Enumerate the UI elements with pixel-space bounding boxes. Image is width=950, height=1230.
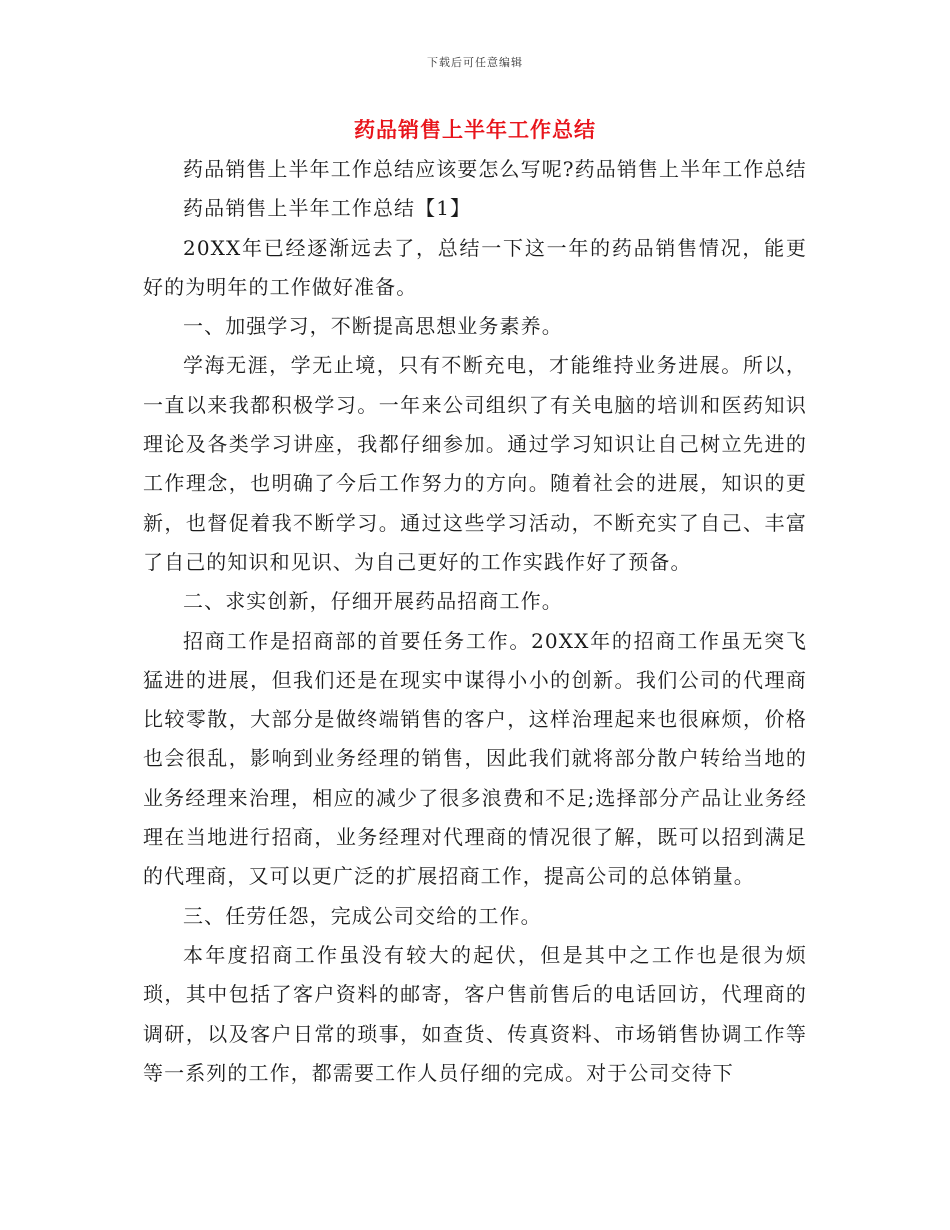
body-paragraph: 学海无涯，学无止境，只有不断充电，才能维持业务进展。所以，一直以来我都积极学习。一年来公司组织了有关电脑的培训和医药知识理论及各类学习讲座，我都仔细参加。通过学习知识让自己树立先进的工作理念，也明确了今后工作努力的方向。随着社会的进展，知识的更新，也督促着我不断学习。通过这些学习活动，不断充实了自己、丰富了自己的知识和见识、为自己更好的工作实践作好了预备。 bbox=[143, 353, 807, 574]
body-paragraph: 招商工作是招商部的首要任务工作。20XX年的招商工作虽无突飞猛进的进展，但我们还是在现实中谋得小小的创新。我们公司的代理商比较零散，大部分是做终端销售的客户，这样治理起来也很麻烦，价格也会很乱，影响到业务经理的销售，因此我们就将部分散户转给当地的业务经理来治理，相应的减少了很多浪费和不足;选择部分产品让业务经理在当地进行招商，业务经理对代理商的情况很了解，既可以招到满足的代理商，又可以更广泛的扩展招商工作，提高公司的总体销量。 bbox=[143, 628, 807, 889]
body-paragraph: 20XX年已经逐渐远去了，总结一下这一年的药品销售情况，能更好的为明年的工作做好准备。 bbox=[143, 235, 807, 299]
section-heading: 二、求实创新，仔细开展药品招商工作。 bbox=[183, 589, 563, 614]
header-note: 下载后可任意编辑 bbox=[427, 56, 523, 69]
document-title: 药品销售上半年工作总结 bbox=[354, 118, 596, 142]
intro-paragraph: 药品销售上半年工作总结应该要怎么写呢?药品销售上半年工作总结 bbox=[183, 157, 807, 181]
document-body bbox=[143, 150, 807, 1093]
section-heading: 三、任劳任怨，完成公司交给的工作。 bbox=[183, 903, 542, 928]
section-subtitle: 药品销售上半年工作总结【1】 bbox=[183, 196, 472, 221]
section-heading: 一、加强学习，不断提高思想业务素养。 bbox=[183, 314, 563, 339]
body-paragraph: 本年度招商工作虽没有较大的起伏，但是其中之工作也是很为烦琐，其中包括了客户资料的邮寄，客户售前售后的电话回访，代理商的调研，以及客户日常的琐事，如查货、传真资料、市场销售协调工作等等一系列的工作，都需要工作人员仔细的完成。对于公司交待下 bbox=[143, 942, 807, 1085]
